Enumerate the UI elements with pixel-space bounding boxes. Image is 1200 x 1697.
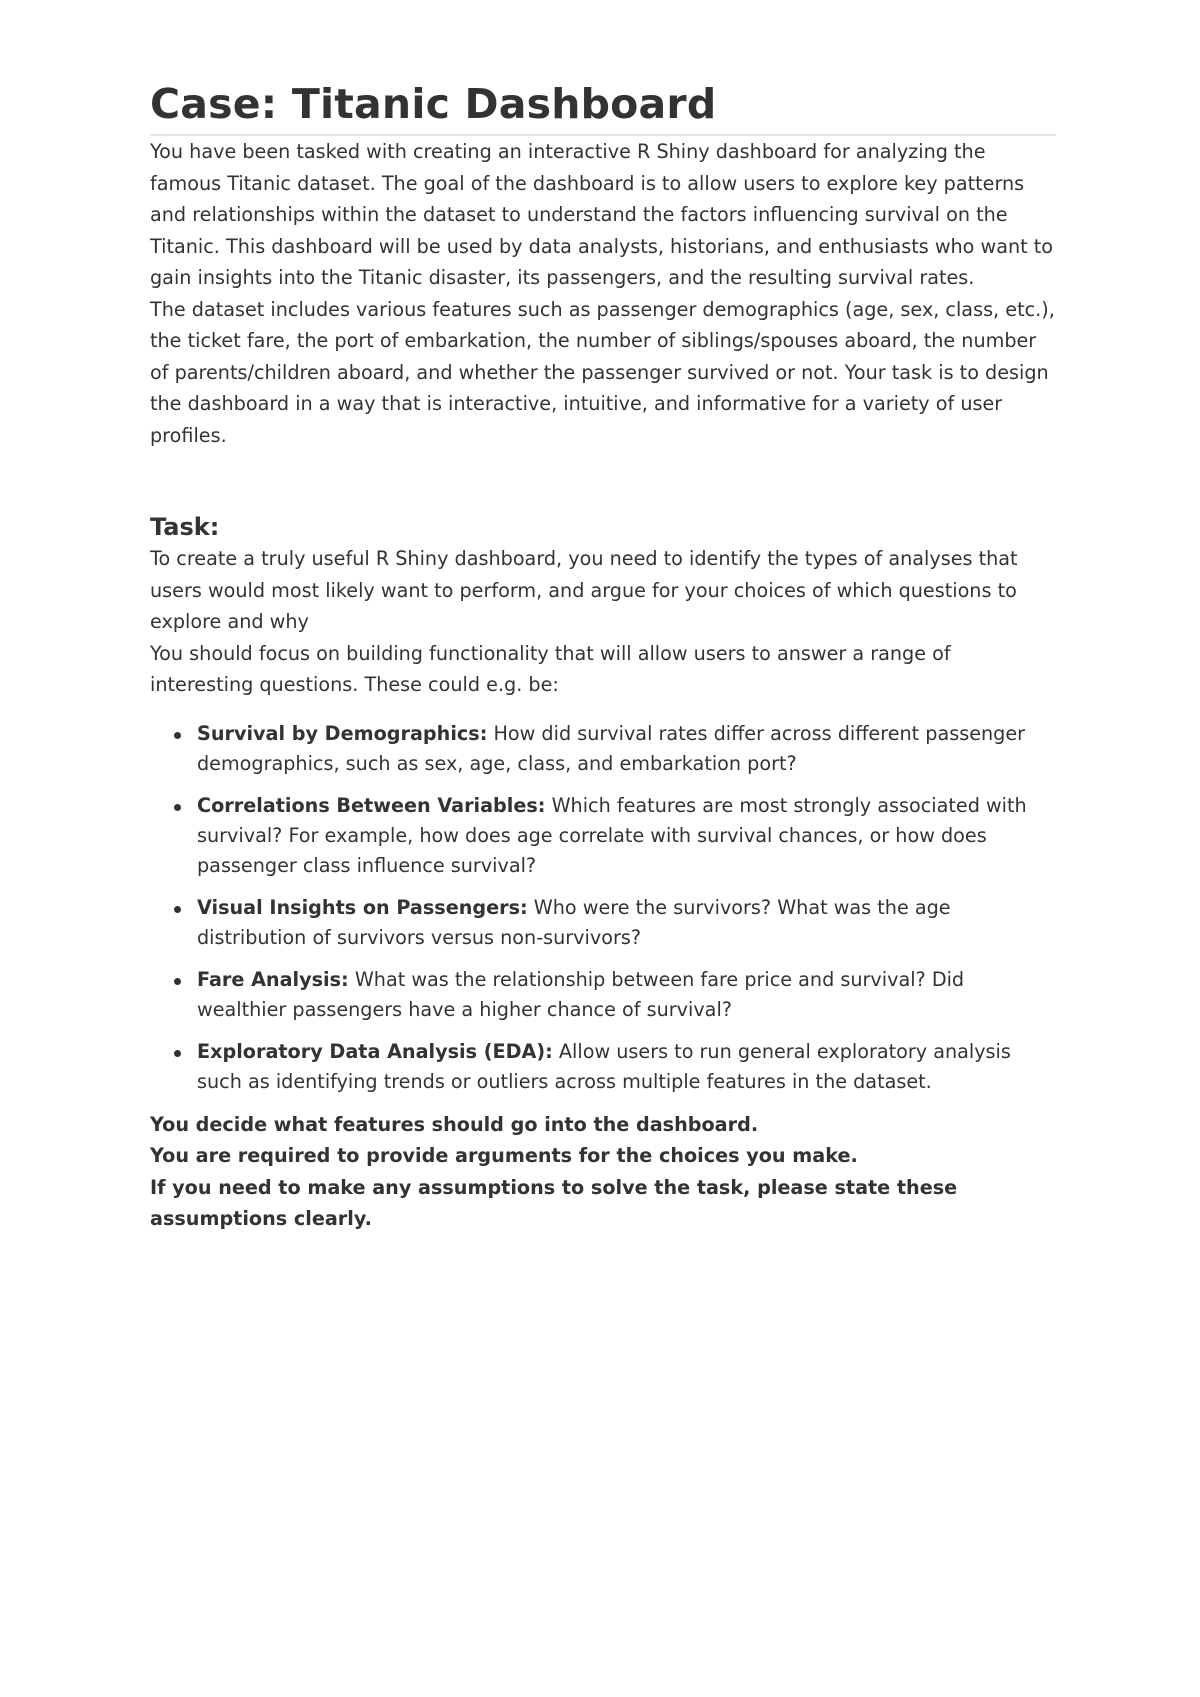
question-text: What was the relationship between fare price and survival? Did wealthier passengers have a higher chance of survival?	[197, 967, 965, 1021]
task-heading: Task:	[150, 513, 220, 541]
intro-paragraph-1: You have been tasked with creating an interactive R Shiny dashboard for analyzing the famous Titanic dataset. The goal of the dashboard is to allow users to explore key patterns and relationships within the dataset to understand the factors influencing survival on the Titanic. This dashboard will be used by data analysts, historians, and enthusiasts who want to gain insights into the Titanic disaster, its passengers, and the resulting survival rates.	[150, 140, 1054, 289]
document-page	[150, 76, 1056, 1235]
question-label: Correlations Between Variables:	[197, 793, 546, 817]
question-label: Fare Analysis:	[197, 967, 349, 991]
bullet-icon	[174, 1050, 181, 1057]
bullet-icon	[174, 978, 181, 985]
statement-assumptions: If you need to make any assumptions to solve the task, please state these assumptions clearly.	[150, 1175, 958, 1230]
intro-paragraph-2: The dataset includes various features such as passenger demographics (age, sex, class, etc.), the ticket fare, the port of embarkation, the number of siblings/spouses aboard, the number of parents/children aboard, and whether the passenger survived or not. Your task is to design the dashboard in a way that is interactive, intuitive, and informative for a variety of user profiles.	[150, 297, 1055, 447]
question-list	[150, 719, 1056, 1097]
question-text: Which features are most strongly associated with survival? For example, how does age correlate with survival chances, or how does passenger class influence survival?	[197, 793, 1027, 877]
question-text: Who were the survivors? What was the age distribution of survivors versus non-survivors?	[197, 895, 951, 949]
list-item-survival-by-demographics	[197, 719, 1056, 779]
list-item-visual-insights	[197, 893, 1056, 953]
question-label: Survival by Demographics:	[197, 721, 488, 745]
list-item-fare-analysis	[197, 965, 1056, 1025]
bullet-icon	[174, 732, 181, 739]
page-title: Case: Titanic Dashboard	[150, 76, 1056, 136]
question-label: Exploratory Data Analysis (EDA):	[197, 1039, 553, 1063]
statement-arguments: You are required to provide arguments for the choices you make.	[150, 1144, 858, 1167]
question-text: Allow users to run general exploratory analysis such as identifying trends or outliers across multiple features in the dataset.	[197, 1039, 1011, 1093]
question-label: Visual Insights on Passengers:	[197, 895, 528, 919]
list-item-eda	[197, 1037, 1056, 1097]
focus-paragraph: You should focus on building functionality that will allow users to answer a range of interesting questions. These could e.g. be:	[150, 641, 951, 696]
bullet-icon	[174, 906, 181, 913]
task-paragraph: To create a truly useful R Shiny dashboard, you need to identify the types of analyses that users would most likely want to perform, and argue for your choices of which questions to explore and why	[150, 547, 1018, 633]
question-text: How did survival rates differ across different passenger demographics, such as sex, age, class, and embarkation port?	[197, 721, 1026, 775]
list-item-correlations	[197, 791, 1056, 881]
statement-features: You decide what features should go into the dashboard.	[150, 1112, 759, 1136]
bullet-icon	[174, 804, 181, 811]
